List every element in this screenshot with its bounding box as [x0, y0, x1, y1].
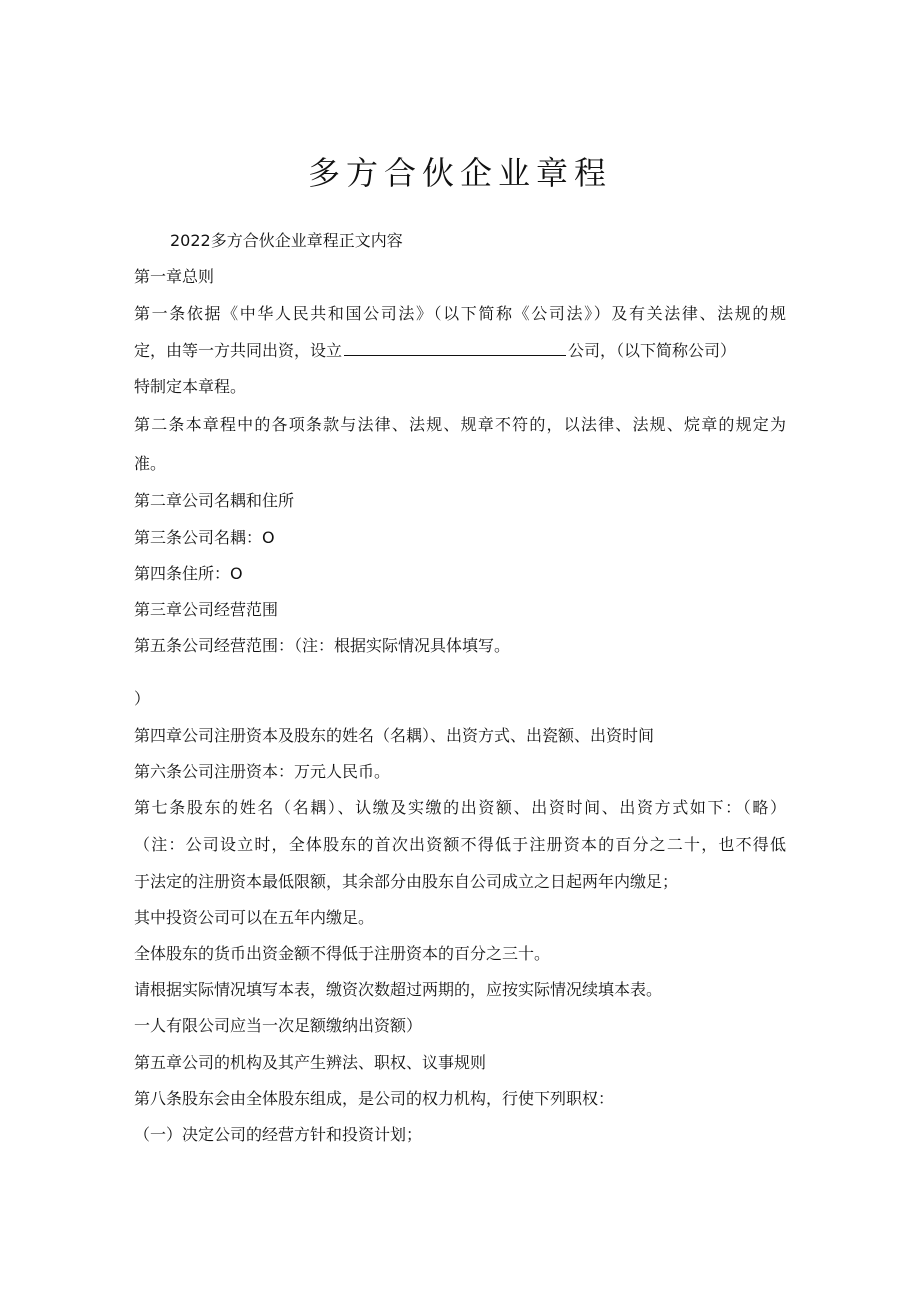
article-8-item-1: （一）决定公司的经营方针和投资计划；	[134, 1125, 423, 1144]
article-8: 第八条股东会由全体股东组成，是公司的权力机构，行使下列职权：	[134, 1089, 615, 1108]
chapter-5-heading: 第五章公司的机构及其产生辨法、职权、议事规则	[134, 1053, 487, 1072]
article-1-line-2	[134, 340, 736, 362]
article-5: 第五条公司经营范围：（注：根据实际情况具体填写。	[134, 636, 511, 655]
chapter-1-heading: 第一章总则	[134, 267, 215, 286]
note-line-1: （注：公司设立时，全体股东的首次出资额不得低于注册资本的百分之二十，也不得低	[134, 835, 786, 854]
note-line-4: 全体股东的货币出资金额不得低于注册资本的百分之三十。	[134, 944, 551, 963]
article-3: 第三条公司名耦：O	[134, 528, 275, 547]
article-1-line-1: 第一条依据《中华人民共和国公司法》（以下简称《公司法》）及有关法律、法规的规	[134, 304, 786, 323]
article-1-line-2-end: 公司，（以下简称公司）	[568, 341, 737, 360]
chapter-2-heading: 第二章公司名耦和住所	[134, 491, 295, 510]
article-5-close: ）	[134, 689, 151, 708]
article-2-line-1: 第二条本章程中的各项条款与法律、法规、规章不符的，以法律、法规、烷章的规定为	[134, 415, 786, 434]
note-line-6: 一人有限公司应当一次足额缴纳出资额）	[134, 1016, 423, 1035]
article-1-line-2-start: 定，由等一方共同出资，设立	[134, 341, 343, 360]
chapter-3-heading: 第三章公司经营范围	[134, 600, 279, 619]
article-4: 第四条住所：O	[134, 564, 243, 583]
company-name-blank[interactable]	[344, 341, 566, 356]
document-title: 多方合伙企业章程	[307, 154, 612, 192]
article-6: 第六条公司注册资本：万元人民币。	[134, 762, 391, 781]
chapter-4-heading: 第四章公司注册资本及股东的姓名（名耦）、出资方式、出瓷额、出资时间	[134, 726, 655, 745]
document-subtitle: 2022多方合伙企业章程正文内容	[170, 231, 403, 250]
article-2-line-2: 准。	[134, 454, 167, 473]
note-line-5: 请根据实际情况填写本表，缴资次数超过两期的，应按实际情况续填本表。	[134, 980, 663, 999]
article-1-line-3: 特制定本章程。	[134, 377, 247, 396]
article-7: 第七条股东的姓名（名耦）、认缴及实缴的出资额、出资时间、出资方式如下：（略）	[134, 798, 786, 817]
note-line-3: 其中投资公司可以在五年内缴足。	[134, 908, 375, 927]
note-line-2: 于法定的注册资本最低限额，其余部分由股东自公司成立之日起两年内缴足；	[134, 872, 679, 891]
